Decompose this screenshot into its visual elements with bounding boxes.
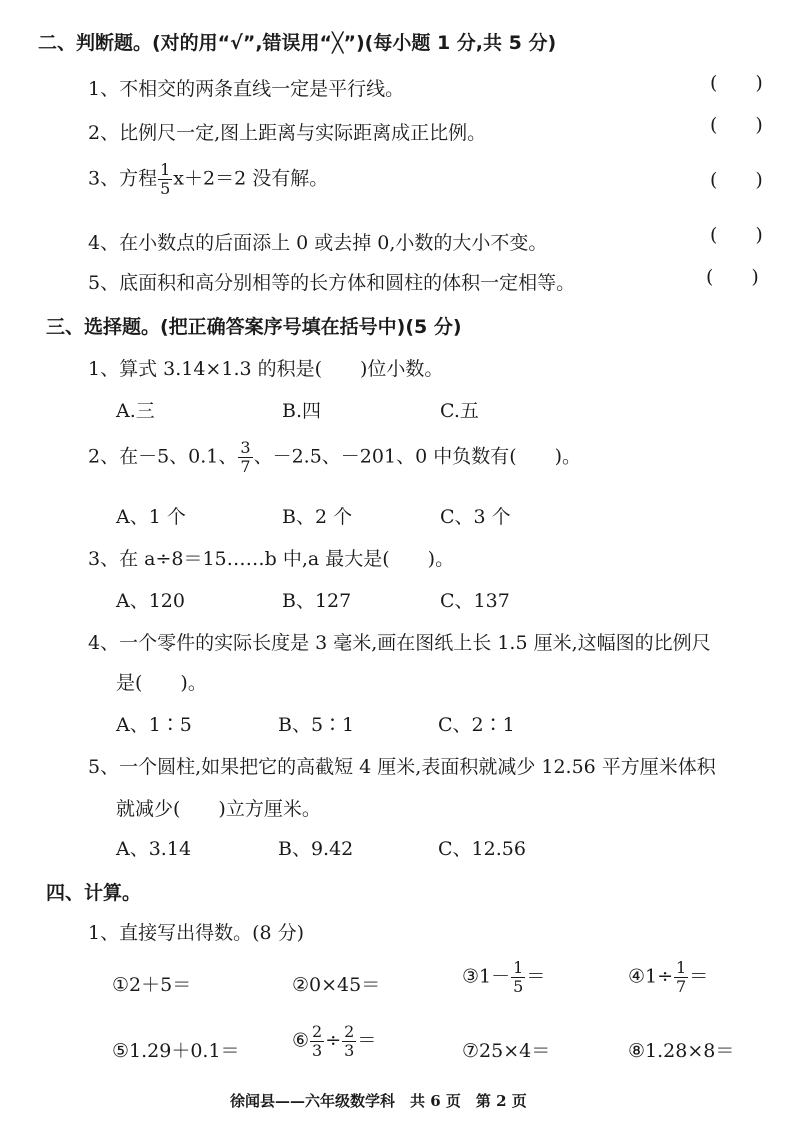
fraction-one-fifth-calc: $\frac{1}{5}$ [513, 958, 524, 996]
answer-blank-3[interactable]: ( ) [710, 169, 763, 191]
choice-q1: 1、算式 3.14×1.3 的积是( )位小数。 [88, 358, 444, 380]
fraction-two-thirds-a: $\frac{2}{3}$ [312, 1022, 323, 1060]
q2-option-b[interactable]: B、2 个 [282, 506, 353, 528]
choice-q4-line1: 4、一个零件的实际长度是 3 毫米,画在图纸上长 1.5 厘米,这幅图的比例尺 [88, 632, 711, 654]
fraction-one-seventh: $\frac{1}{7}$ [676, 958, 687, 996]
choice-q5-line1: 5、一个圆柱,如果把它的高截短 4 厘米,表面积就减少 12.56 平方厘米体积 [88, 756, 716, 778]
judge-item-4: 4、在小数点的后面添上 0 或去掉 0,小数的大小不变。 [88, 232, 548, 254]
calc-1: ①2＋5＝ [112, 974, 192, 996]
calc-5: ⑤1.29＋0.1＝ [112, 1040, 240, 1062]
q1-option-c[interactable]: C.五 [440, 400, 479, 422]
q4-option-a[interactable]: A、1∶5 [116, 714, 192, 736]
answer-blank-5[interactable]: ( ) [706, 266, 759, 288]
q5-option-c[interactable]: C、12.56 [438, 838, 526, 860]
calc-4: ④1÷ $\frac{1}{7}$ ＝ [628, 958, 709, 996]
calc-6: ⑥ $\frac{2}{3}$ ÷ $\frac{2}{3}$ ＝ [292, 1022, 377, 1060]
choice-q5-line2: 就减少( )立方厘米。 [116, 798, 321, 820]
answer-blank-1[interactable]: ( ) [710, 72, 763, 94]
calc-2: ②0×45＝ [292, 974, 381, 996]
choice-q3: 3、在 a÷8＝15……b 中,a 最大是( )。 [88, 548, 455, 570]
fraction-three-sevenths: $\frac{3}{7}$ [240, 438, 251, 476]
calc-7: ⑦25×4＝ [462, 1040, 551, 1062]
choice-q4-line2: 是( )。 [116, 672, 207, 694]
judge-item-5: 5、底面积和高分别相等的长方体和圆柱的体积一定相等。 [88, 272, 576, 294]
page-footer: 徐闻县——六年级数学科 共 6 页 第 2 页 [230, 1092, 527, 1110]
answer-blank-2[interactable]: ( ) [710, 114, 763, 136]
judge-item-2: 2、比例尺一定,图上距离与实际距离成正比例。 [88, 122, 487, 144]
q5-option-a[interactable]: A、3.14 [116, 838, 192, 860]
section2-title: 二、判断题。(对的用“√”,错误用“╳”)(每小题 1 分,共 5 分) [38, 32, 557, 54]
fraction-two-thirds-b: $\frac{2}{3}$ [344, 1022, 355, 1060]
calc-3: ③1－ $\frac{1}{5}$ ＝ [462, 958, 546, 996]
q4-option-c[interactable]: C、2∶1 [438, 714, 515, 736]
calc-subtitle: 1、直接写出得数。(8 分) [88, 922, 305, 944]
q5-option-b[interactable]: B、9.42 [278, 838, 354, 860]
section4-title: 四、计算。 [46, 882, 142, 904]
q2-option-a[interactable]: A、1 个 [116, 506, 186, 528]
judge-item-1: 1、不相交的两条直线一定是平行线。 [88, 78, 405, 100]
fraction-one-fifth: $\frac{1}{5}$ [160, 160, 171, 198]
q1-option-b[interactable]: B.四 [282, 400, 322, 422]
answer-blank-4[interactable]: ( ) [710, 224, 763, 246]
section3-title: 三、选择题。(把正确答案序号填在括号中)(5 分) [46, 316, 462, 338]
calc-8: ⑧1.28×8＝ [628, 1040, 735, 1062]
q3-option-c[interactable]: C、137 [440, 590, 510, 612]
q1-option-a[interactable]: A.三 [116, 400, 155, 422]
q4-option-b[interactable]: B、5∶1 [278, 714, 355, 736]
judge-item-3: 3、方程 $\frac{1}{5}$ x＋2＝2 没有解。 [88, 160, 329, 198]
q3-option-a[interactable]: A、120 [116, 590, 185, 612]
q3-option-b[interactable]: B、127 [282, 590, 352, 612]
choice-q2: 2、在－5、0.1、 $\frac{3}{7}$ 、－2.5、－201、0 中负数有( )。 [88, 438, 582, 476]
q2-option-c[interactable]: C、3 个 [440, 506, 511, 528]
